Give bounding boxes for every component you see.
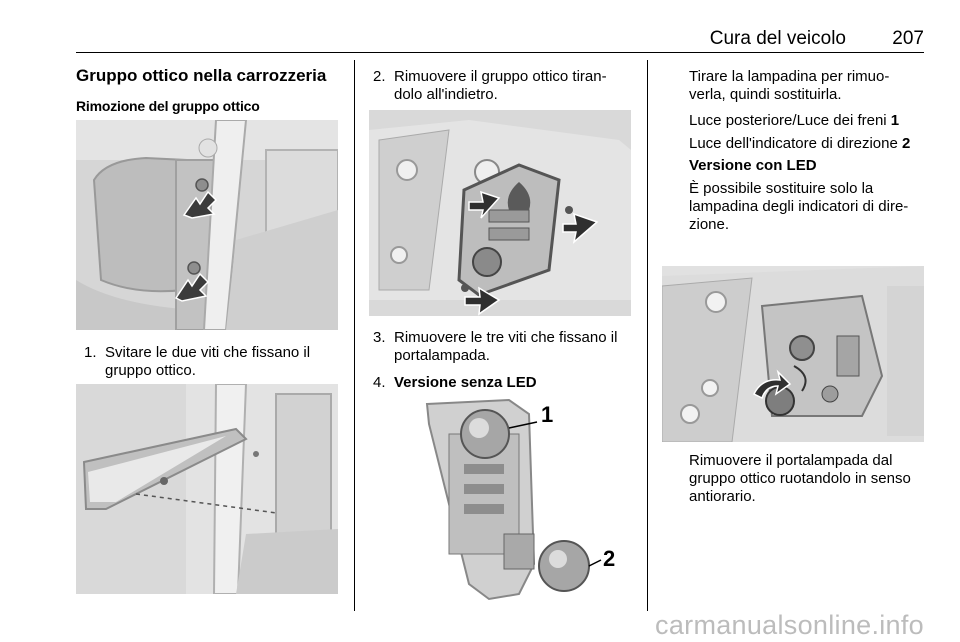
callout-2: 2: [603, 546, 616, 571]
watermark: carmanualsonline.info: [655, 610, 924, 640]
section-title: Cura del veicolo: [709, 28, 846, 49]
section-heading: Gruppo ottico nella carrozzeria: [76, 66, 327, 85]
step-2: 2. Rimuovere il gruppo ottico tiran- dolo all'indietro.: [373, 68, 607, 103]
figure-tail-lamp-screws: [76, 120, 338, 330]
paragraph-brake-light: Luce posteriore/Luce dei freni 1: [689, 112, 900, 129]
step-4: 4. Versione senza LED: [373, 374, 537, 391]
page-header: [76, 26, 924, 53]
step-1: 1. Svitare le due viti che fissano il gruppo ottico.: [84, 344, 311, 379]
step-3: 3. Rimuovere le tre viti che fissano il portalampada.: [373, 329, 618, 364]
figure-lamp-removal: [76, 384, 338, 594]
callout-1: 1: [541, 402, 554, 427]
paragraph-pull-bulb: Tirare la lampadina per rimuo- verla, quindi sostituirla.: [689, 68, 890, 103]
paragraph-indicator-light: Luce dell'indicatore di direzione 2: [689, 135, 911, 152]
paragraph-rotate-holder: Rimuovere il portalampada dal gruppo ottico ruotandolo in senso antiorario.: [689, 452, 911, 505]
paragraph-led-note: È possibile sostituire solo la lampadina degli indicatori di dire- zione.: [689, 180, 909, 233]
figure-bulb-holder-screws: [369, 110, 631, 316]
column-divider-2: [647, 60, 648, 611]
column-divider-1: [354, 60, 355, 611]
subsection-heading: Rimozione del gruppo ottico: [76, 98, 260, 114]
figure-bulb-holder-without-led: [369, 394, 631, 604]
page-number: 207: [892, 28, 924, 49]
subheading-led-version: Versione con LED: [689, 157, 817, 174]
figure-led-bulb-holder-rotate: [662, 266, 924, 442]
